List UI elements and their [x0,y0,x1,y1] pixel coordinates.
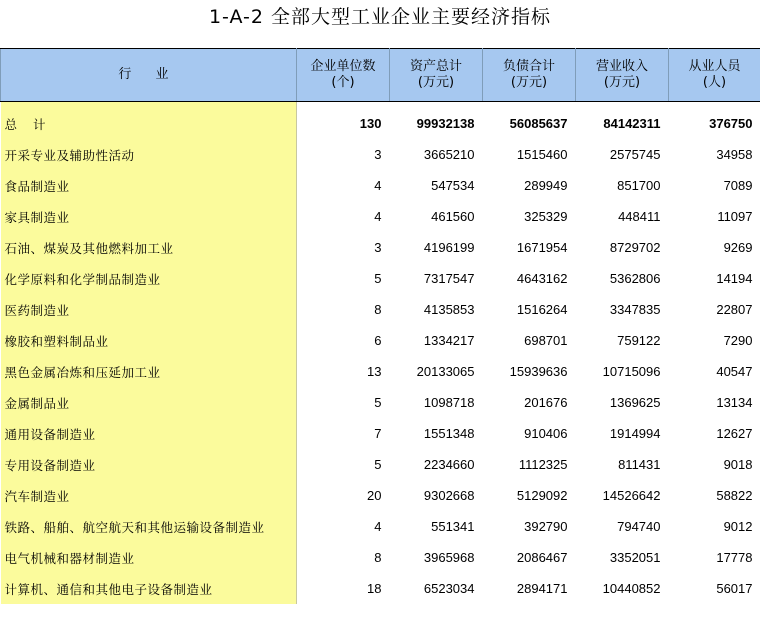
table-row [1,511,760,542]
count-cell: 4 [374,519,382,534]
revenue-cell: 851700 [617,178,661,193]
header-industry-label: 行 业 [118,67,179,82]
header-employees-label: 从业人员 [688,59,741,74]
header-revenue-unit: (万元) [603,75,641,90]
liabilities-cell: 392790 [524,519,568,534]
employees-cell: 9012 [723,519,753,534]
liabilities-cell: 4643162 [516,271,568,286]
table-row [1,573,760,604]
liabilities-cell: 15939636 [509,364,568,379]
liabilities-cell: 1112325 [518,457,568,472]
table-row [1,170,760,201]
industry-name-cell: 通用设备制造业 [1,418,297,449]
count-cell: 130 [359,116,382,131]
industry-name-cell: 电气机械和器材制造业 [1,542,297,573]
liabilities-cell: 56085637 [509,116,568,131]
employees-cell: 7089 [723,178,753,193]
liabilities-cell: 325329 [524,209,568,224]
assets-cell: 4196199 [423,240,475,255]
header-industry [1,49,297,102]
header-employees-unit: (人) [702,75,727,90]
table-row [1,356,760,387]
revenue-cell: 10715096 [602,364,661,379]
count-cell: 6 [374,333,382,348]
revenue-cell: 10440852 [602,581,661,596]
table-row [1,294,760,325]
revenue-cell: 14526642 [602,488,661,503]
revenue-cell: 1914994 [609,426,661,441]
assets-cell: 547534 [431,178,475,193]
header-total-liabilities [483,49,576,102]
table-row [1,263,760,294]
count-cell: 5 [374,395,382,410]
header-total-assets [390,49,483,102]
count-cell: 8 [374,550,382,565]
count-cell: 18 [367,581,382,596]
revenue-cell: 448411 [618,209,661,224]
assets-cell: 99932138 [416,116,475,131]
liabilities-cell: 2086467 [516,550,568,565]
employees-cell: 13134 [716,395,753,410]
employees-cell: 7290 [723,333,753,348]
industry-name-cell: 计算机、通信和其他电子设备制造业 [1,573,297,604]
assets-cell: 6523034 [423,581,475,596]
industry-name-cell: 金属制品业 [1,387,297,418]
revenue-cell: 5362806 [609,271,661,286]
count-cell: 5 [374,457,382,472]
employees-cell: 22807 [716,302,753,317]
economic-indicators-table [0,48,760,604]
header-unit-count-label: 企业单位数 [310,59,376,74]
liabilities-cell: 201676 [524,395,568,410]
employees-cell: 14194 [716,271,753,286]
liabilities-cell: 698701 [524,333,568,348]
employees-cell: 9018 [723,457,753,472]
count-cell: 4 [374,178,382,193]
table-row [1,387,760,418]
header-revenue-label: 营业收入 [595,59,648,74]
industry-name-cell: 汽车制造业 [1,480,297,511]
employees-cell: 9269 [723,240,753,255]
header-unit-count-unit: (个) [331,75,355,90]
industry-name-cell: 家具制造业 [1,201,297,232]
assets-cell: 9302668 [423,488,475,503]
industry-name-cell: 食品制造业 [1,170,297,201]
header-unit-count [297,49,390,102]
header-revenue [576,49,669,102]
employees-cell: 40547 [716,364,753,379]
header-row [1,49,760,102]
header-total-assets-unit: (万元) [417,75,455,90]
industry-name-cell: 开采专业及辅助性活动 [1,139,297,170]
count-cell: 3 [374,240,382,255]
revenue-cell: 811431 [618,457,661,472]
assets-cell: 4135853 [423,302,475,317]
industry-name-cell: 专用设备制造业 [1,449,297,480]
count-cell: 13 [367,364,382,379]
header-total-assets-label: 资产总计 [409,59,462,74]
employees-cell: 376750 [709,116,753,131]
liabilities-cell: 910406 [524,426,568,441]
industry-name-cell: 黑色金属冶炼和压延加工业 [1,356,297,387]
industry-name-cell: 橡胶和塑料制品业 [1,325,297,356]
total-row [1,102,760,140]
employees-cell: 11097 [717,209,753,224]
table-row [1,201,760,232]
industry-name-cell: 医药制造业 [1,294,297,325]
liabilities-cell: 5129092 [516,488,568,503]
count-cell: 4 [374,209,382,224]
revenue-cell: 2575745 [609,147,661,162]
header-total-liabilities-unit: (万元) [510,75,548,90]
table-row [1,325,760,356]
table-row [1,232,760,263]
assets-cell: 20133065 [416,364,475,379]
employees-cell: 34958 [716,147,753,162]
liabilities-cell: 2894171 [516,581,568,596]
industry-name-cell: 化学原料和化学制品制造业 [1,263,297,294]
assets-cell: 461560 [431,209,475,224]
revenue-cell: 84142311 [603,116,661,131]
count-cell: 8 [374,302,382,317]
assets-cell: 3665210 [423,147,475,162]
revenue-cell: 1369625 [609,395,661,410]
table-row [1,480,760,511]
count-cell: 7 [374,426,382,441]
assets-cell: 1551348 [423,426,475,441]
table-title: 1-A-2 全部大型工业企业主要经济指标 [208,6,552,28]
assets-cell: 7317547 [423,271,475,286]
liabilities-cell: 289949 [524,178,568,193]
assets-cell: 551341 [431,519,475,534]
assets-cell: 2234660 [423,457,475,472]
count-cell: 20 [367,488,382,503]
assets-cell: 3965968 [423,550,475,565]
header-employees [669,49,760,102]
assets-cell: 1098718 [423,395,475,410]
industry-name-cell: 石油、煤炭及其他燃料加工业 [1,232,297,263]
table-row [1,418,760,449]
industry-name-cell: 总 计 [1,102,297,140]
revenue-cell: 3347835 [609,302,661,317]
count-cell: 3 [374,147,382,162]
table-row [1,139,760,170]
table-row [1,449,760,480]
revenue-cell: 759122 [617,333,661,348]
employees-cell: 17778 [716,550,753,565]
employees-cell: 58822 [716,488,753,503]
liabilities-cell: 1515460 [516,147,568,162]
revenue-cell: 8729702 [609,240,661,255]
employees-cell: 56017 [716,581,753,596]
count-cell: 5 [374,271,382,286]
liabilities-cell: 1671954 [516,240,568,255]
assets-cell: 1334217 [423,333,475,348]
header-total-liabilities-label: 负债合计 [502,59,555,74]
employees-cell: 12627 [716,426,753,441]
industry-name-cell: 铁路、船舶、航空航天和其他运输设备制造业 [1,511,297,542]
table-row [1,542,760,573]
liabilities-cell: 1516264 [516,302,568,317]
revenue-cell: 794740 [617,519,661,534]
revenue-cell: 3352051 [609,550,661,565]
